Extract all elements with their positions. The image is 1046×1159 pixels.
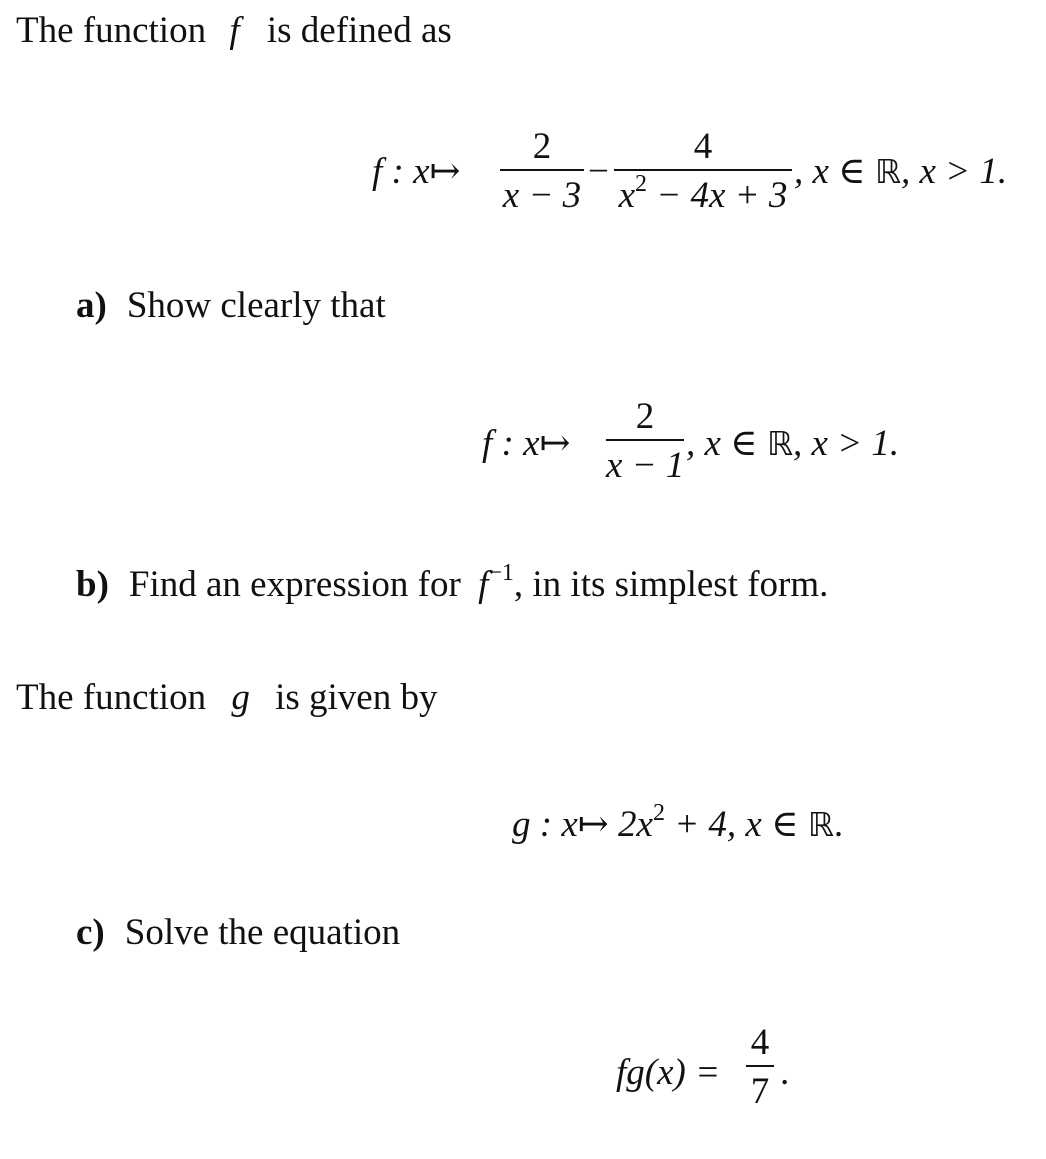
g-intro-prefix: The function xyxy=(16,677,207,718)
intro-prefix: The function xyxy=(16,10,207,51)
eq3-reals-symbol: ℝ xyxy=(807,805,834,844)
eq3-rhs-exponent: 2 xyxy=(652,800,665,826)
eq1-minus: − xyxy=(588,151,609,192)
eq1-domain xyxy=(794,153,1007,190)
eq1-frac2-denominator xyxy=(614,171,792,216)
part-b-exponent: −1 xyxy=(488,560,514,586)
eq2-domain xyxy=(686,425,899,462)
eq4-end: . xyxy=(780,1052,790,1093)
intro-line xyxy=(16,12,452,49)
eq2-frac-bar xyxy=(606,439,684,441)
part-c-line xyxy=(76,914,400,951)
eq3-maps-arrow: ↦ xyxy=(577,804,609,845)
eq4-lhs: fg(x) = xyxy=(616,1052,721,1093)
eq1-frac2-den-rest: − 4x + 3 xyxy=(647,175,788,216)
eq1-frac2-numerator: 4 xyxy=(693,126,713,167)
eq2-frac-numerator: 2 xyxy=(635,396,655,437)
equation-g-definition xyxy=(512,800,844,845)
intro-symbol: f xyxy=(229,10,240,51)
eq1-domain-b: , x > 1. xyxy=(900,151,1008,192)
eq4-frac-bar xyxy=(746,1065,774,1067)
eq1-frac2-den-exponent: 2 xyxy=(635,171,648,197)
eq3-rhs-b: + 4, x ∈ xyxy=(664,804,808,845)
eq4-frac-denominator: 7 xyxy=(750,1071,770,1112)
eq1-lhs xyxy=(372,153,461,190)
eq2-lhs-text: f : x xyxy=(482,423,540,464)
part-c-text: Solve the equation xyxy=(124,912,401,953)
part-c-label: c) xyxy=(76,912,105,953)
eq2-domain-b: , x > 1. xyxy=(792,423,900,464)
eq2-fraction xyxy=(606,398,684,484)
eq1-frac1-numerator: 2 xyxy=(532,126,552,167)
eq3-rhs-a: 2x xyxy=(608,804,653,845)
eq3-end: . xyxy=(833,804,844,845)
eq1-fraction-2 xyxy=(614,128,792,214)
eq1-frac1-bar xyxy=(500,169,584,171)
part-a-line xyxy=(76,287,386,324)
part-b-text-b: , in its simplest form. xyxy=(513,564,829,605)
part-b-line xyxy=(76,560,829,605)
part-b-text-a: Find an expression for xyxy=(128,564,461,605)
eq1-frac1-denominator: x − 3 xyxy=(502,175,582,216)
intro-suffix: is defined as xyxy=(266,10,452,51)
g-intro-symbol: g xyxy=(231,677,250,718)
eq1-lhs-text: f : x xyxy=(372,151,430,192)
eq1-fraction-1 xyxy=(500,128,584,214)
g-intro-line xyxy=(16,679,437,716)
eq4-fraction xyxy=(746,1024,774,1110)
eq1-frac2-den-x: x xyxy=(618,175,636,216)
eq2-maps-arrow: ↦ xyxy=(539,423,571,464)
g-intro-suffix: is given by xyxy=(275,677,438,718)
eq3-lhs: g : x xyxy=(512,804,578,845)
eq1-reals-symbol: ℝ xyxy=(874,152,901,191)
eq2-reals-symbol: ℝ xyxy=(766,424,793,463)
eq2-frac-denominator: x − 1 xyxy=(606,445,685,486)
part-b-label: b) xyxy=(76,564,109,605)
eq2-domain-a: , x ∈ xyxy=(686,423,767,464)
eq1-domain-a: , x ∈ xyxy=(794,151,875,192)
part-a-label: a) xyxy=(76,285,107,326)
eq4-frac-numerator: 4 xyxy=(750,1022,770,1063)
eq1-maps-arrow: ↦ xyxy=(429,151,461,192)
eq2-lhs xyxy=(482,425,571,462)
part-b-symbol: f xyxy=(478,564,489,605)
part-a-text: Show clearly that xyxy=(126,285,386,326)
